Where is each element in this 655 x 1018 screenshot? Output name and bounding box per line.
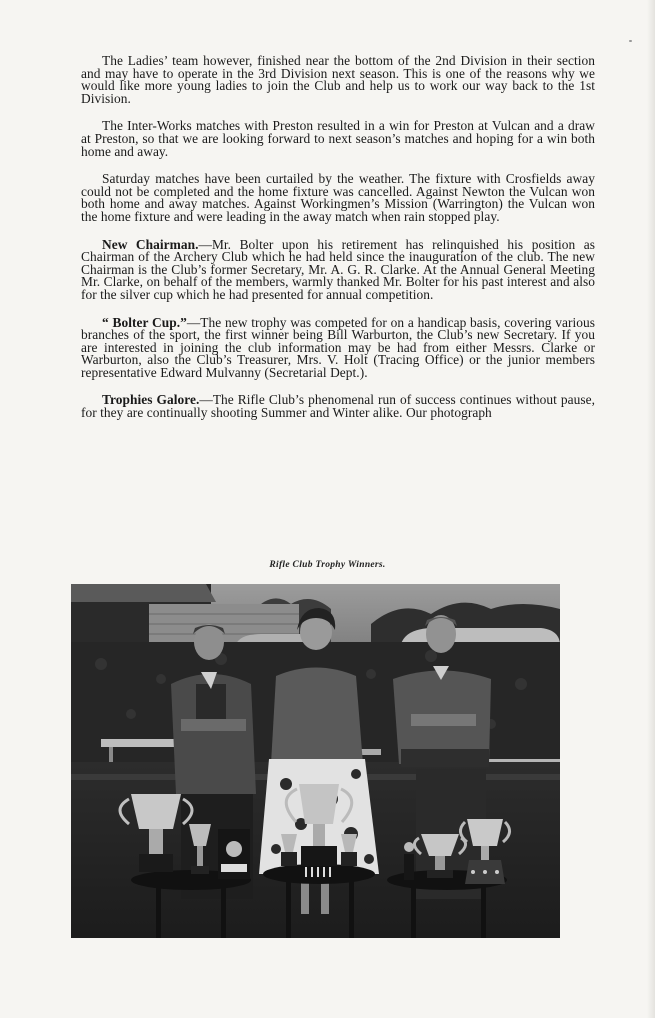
article-body — [81, 55, 595, 435]
trophy-right-medal — [404, 842, 414, 880]
paragraph-text: —The Rifle Club’s phenomenal run of success continues without pause, for they are continually shooting Summer and Winter alike. Our photograph — [81, 392, 595, 421]
paragraph-inter-works — [81, 120, 595, 158]
paragraph-new-chairman — [81, 236, 596, 302]
paragraph-text: —Mr. Bolter upon his retirement has relinquished his position as Chairman of the Archery Club which he had held since the inauguration of the club. The new Chairman is the Club’s former Secretary, Mr. A. G. R. Clarke. At the Annual General Meeting Mr. Clarke, on behalf of the members, warmly thanked Mr. Bolter for his past interest and also for the silver cup which he had presented for annual competition. — [81, 236, 596, 302]
vehicle-roof — [401, 628, 560, 644]
paragraph-bolter-cup — [81, 314, 595, 380]
photo-illustration — [71, 584, 560, 938]
shield-plaque — [218, 829, 250, 879]
paragraph-ladies-team — [81, 55, 595, 105]
paragraph-saturday-matches — [81, 173, 595, 223]
paragraph-heading: New Chairman. — [102, 236, 199, 252]
paragraph-text: The Ladies’ team however, finished near the bottom of the 2nd Division in their section and may have to operate in the 3rd Division next season. This is one of the reasons why we would like more young ladies to join the Club and help us to work our way back to the 1st Division. — [81, 53, 595, 106]
page-edge-shadow — [647, 0, 655, 1018]
paragraph-text: The Inter-Works matches with Preston resulted in a win for Preston at Vulcan and a draw at Preston, so that we are looking forward to next season’s matches and hoping for a win both home and away. — [81, 118, 595, 159]
rifle-club-photo — [71, 584, 560, 938]
paragraph-text: —The new trophy was competed for on a handicap basis, covering various branches of the sport, the first winner being Bill Warburton, the Club’s new Secretary. If you are interested in joining the club information may be had from either Messrs. Clarke or Warburton, also the Club’s Treasurer, Mrs. V. Holt (Tracing Office) or the junior members representative Edward Mulvanny (Secretarial Dept.). — [81, 314, 595, 380]
paragraph-trophies-galore — [81, 394, 595, 419]
photo-caption: Rifle Club Trophy Winners. — [269, 560, 386, 570]
paragraph-heading: Trophies Galore. — [102, 392, 200, 408]
paragraph-heading: “ Bolter Cup.” — [102, 314, 187, 330]
paragraph-text: Saturday matches have been curtailed by the weather. The fixture with Crosfields away could not be completed and the home fixture was cancelled. Against Newton the Vulcan won both home and away matches. Against Workingmen’s Mission (Warrington) the Vulcan won the home fixture and were leading in the away match when rain stopped play. — [81, 171, 595, 224]
print-speck — [629, 40, 632, 42]
building-roof — [71, 584, 216, 602]
bench-left — [101, 739, 186, 747]
